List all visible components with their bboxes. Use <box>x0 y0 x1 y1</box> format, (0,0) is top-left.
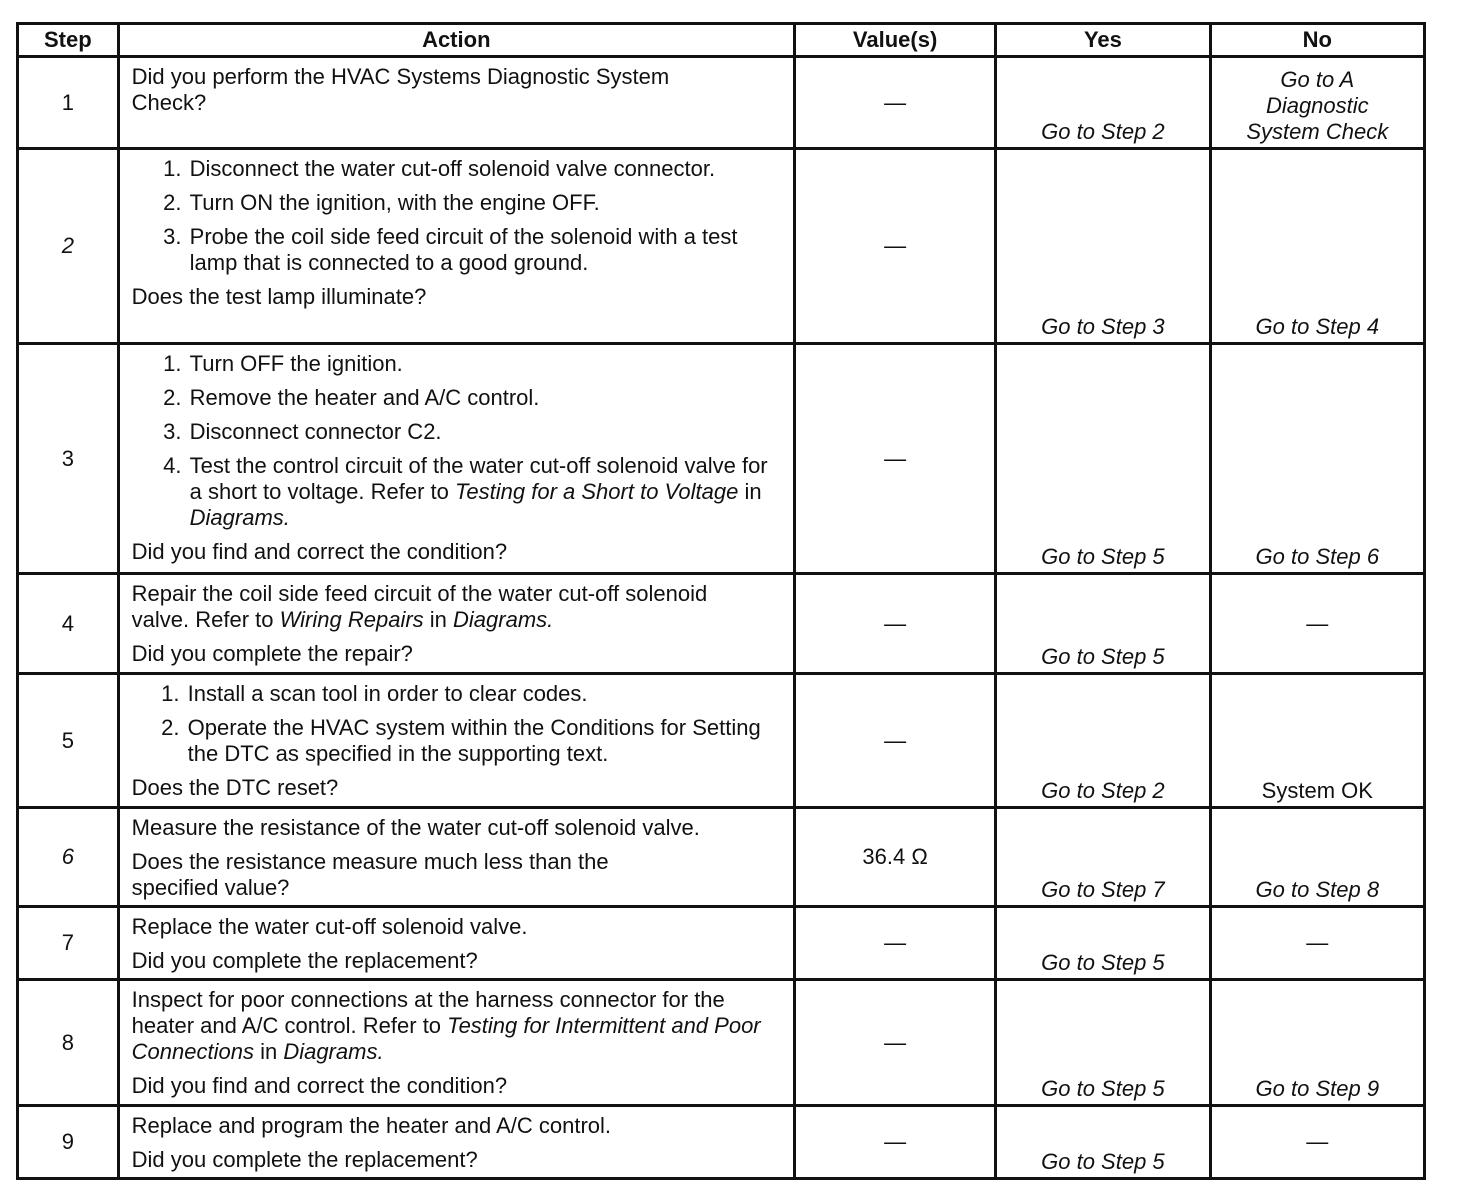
no-cell: Go to Step 9 <box>1210 980 1424 1106</box>
action-cell <box>118 574 794 674</box>
step-number <box>18 149 119 344</box>
action-step-item: 3. Disconnect connector C2. <box>188 419 783 445</box>
table-row-step-6 <box>18 808 1425 907</box>
action-cell <box>118 980 794 1106</box>
step-number-text: 2 <box>61 233 74 258</box>
action-text: Replace the water cut-off solenoid valve. <box>131 914 528 939</box>
action-text: Replace and program the heater and A/C control. <box>131 1113 612 1138</box>
step-number: 4 <box>18 574 119 674</box>
action-question: Did you complete the repair? <box>131 641 413 666</box>
yes-cell: Go to Step 5 <box>996 574 1210 674</box>
table-row-step-8 <box>18 980 1425 1106</box>
action-cell <box>118 57 794 149</box>
action-cell <box>118 149 794 344</box>
no-cell <box>1210 57 1424 149</box>
step-number: 3 <box>18 344 119 574</box>
value-cell: — <box>794 1106 995 1179</box>
header-values: Value(s) <box>794 24 995 57</box>
value-cell: — <box>794 57 995 149</box>
table-row-step-5 <box>18 674 1425 808</box>
action-step-item: 1. Install a scan tool in order to clear codes. <box>186 681 783 707</box>
action-steps <box>132 681 783 767</box>
no-cell: Go to Step 6 <box>1210 344 1424 574</box>
value-cell: — <box>794 980 995 1106</box>
header-action: Action <box>118 24 794 57</box>
action-step-item: 1. Turn OFF the ignition. <box>188 351 783 377</box>
reference-text: Diagrams. <box>283 1039 384 1064</box>
step-number: 1 <box>18 57 119 149</box>
value-cell: — <box>794 149 995 344</box>
action-cell <box>118 344 794 574</box>
reference-text: Diagrams. <box>189 505 290 530</box>
action-step-item <box>188 453 783 531</box>
value-cell: 36.4 Ω <box>794 808 995 907</box>
no-link-text: Go to A Diagnostic System Check <box>1246 67 1389 144</box>
action-cell <box>118 808 794 907</box>
value-cell: — <box>794 907 995 980</box>
step-number: 7 <box>18 907 119 980</box>
table-row-step-9 <box>18 1106 1425 1179</box>
table-row-step-4 <box>18 574 1425 674</box>
value-cell: — <box>794 344 995 574</box>
action-steps <box>132 351 783 531</box>
yes-cell: Go to Step 3 <box>996 149 1210 344</box>
value-cell: — <box>794 674 995 808</box>
value-cell: — <box>794 574 995 674</box>
action-step-item: 3. Probe the coil side feed circuit of the solenoid with a test lamp that is connected to a good ground. <box>188 224 783 276</box>
action-steps <box>132 156 783 276</box>
diagnostic-table <box>16 22 1426 1180</box>
step-number <box>18 808 119 907</box>
yes-cell: Go to Step 5 <box>996 344 1210 574</box>
no-cell: Go to Step 4 <box>1210 149 1424 344</box>
action-text: in <box>253 1039 284 1064</box>
step-number: 9 <box>18 1106 119 1179</box>
action-cell <box>118 674 794 808</box>
no-cell: System OK <box>1210 674 1424 808</box>
action-question: Did you find and correct the condition? <box>131 1073 508 1098</box>
no-cell: — <box>1210 907 1424 980</box>
step-number: 8 <box>18 980 119 1106</box>
no-cell: — <box>1210 1106 1424 1179</box>
step-number: 5 <box>18 674 119 808</box>
action-text: Inspect for poor connections at the harness connector for the heater and A/C control. Refer to <box>131 987 725 1038</box>
action-text: in <box>738 479 762 504</box>
action-text: Test the control circuit of the water cut-off solenoid valve for a short to voltage. Refer to <box>189 453 768 504</box>
yes-cell: Go to Step 5 <box>996 980 1210 1106</box>
action-question: Did you find and correct the condition? <box>131 539 508 564</box>
action-question: Does the resistance measure much less than the specified value? <box>131 849 609 900</box>
reference-text: Diagrams. <box>453 607 554 632</box>
action-text: Repair the coil side feed circuit of the water cut-off solenoid valve. Refer to <box>131 581 708 632</box>
action-step-item: 2. Remove the heater and A/C control. <box>188 385 783 411</box>
yes-cell: Go to Step 2 <box>996 674 1210 808</box>
header-yes: Yes <box>996 24 1210 57</box>
action-question: Did you complete the replacement? <box>131 948 478 973</box>
action-text: Measure the resistance of the water cut-off solenoid valve. <box>131 815 700 840</box>
action-text-block <box>132 987 772 1065</box>
table-row-step-7 <box>18 907 1425 980</box>
action-text-block <box>132 581 732 633</box>
header-row <box>18 24 1425 57</box>
action-step-item: 1. Disconnect the water cut-off solenoid valve connector. <box>188 156 783 182</box>
yes-cell: Go to Step 5 <box>996 1106 1210 1179</box>
no-cell: — <box>1210 574 1424 674</box>
reference-text: Wiring Repairs <box>279 607 424 632</box>
reference-text: Testing for a Short to Voltage <box>455 479 739 504</box>
table-row-step-3 <box>18 344 1425 574</box>
action-text: Did you perform the HVAC Systems Diagnostic System Check? <box>131 64 670 115</box>
reference-text: Testing for Intermittent and Poor Connections <box>131 1013 761 1064</box>
yes-cell: Go to Step 7 <box>996 808 1210 907</box>
action-question: Does the DTC reset? <box>131 775 339 800</box>
action-text: in <box>423 607 454 632</box>
action-question: Does the test lamp illuminate? <box>131 284 427 309</box>
yes-cell: Go to Step 2 <box>996 57 1210 149</box>
header-step: Step <box>18 24 119 57</box>
yes-cell: Go to Step 5 <box>996 907 1210 980</box>
table-row-step-2 <box>18 149 1425 344</box>
action-question: Did you complete the replacement? <box>131 1147 478 1172</box>
no-cell: Go to Step 8 <box>1210 808 1424 907</box>
action-cell <box>118 1106 794 1179</box>
action-step-item: 2. Turn ON the ignition, with the engine OFF. <box>188 190 783 216</box>
action-step-item: 2. Operate the HVAC system within the Conditions for Setting the DTC as specified in the supporting text. <box>186 715 783 767</box>
step-number-text: 6 <box>61 844 74 869</box>
action-cell <box>118 907 794 980</box>
table-row-step-1 <box>18 57 1425 149</box>
header-no: No <box>1210 24 1424 57</box>
